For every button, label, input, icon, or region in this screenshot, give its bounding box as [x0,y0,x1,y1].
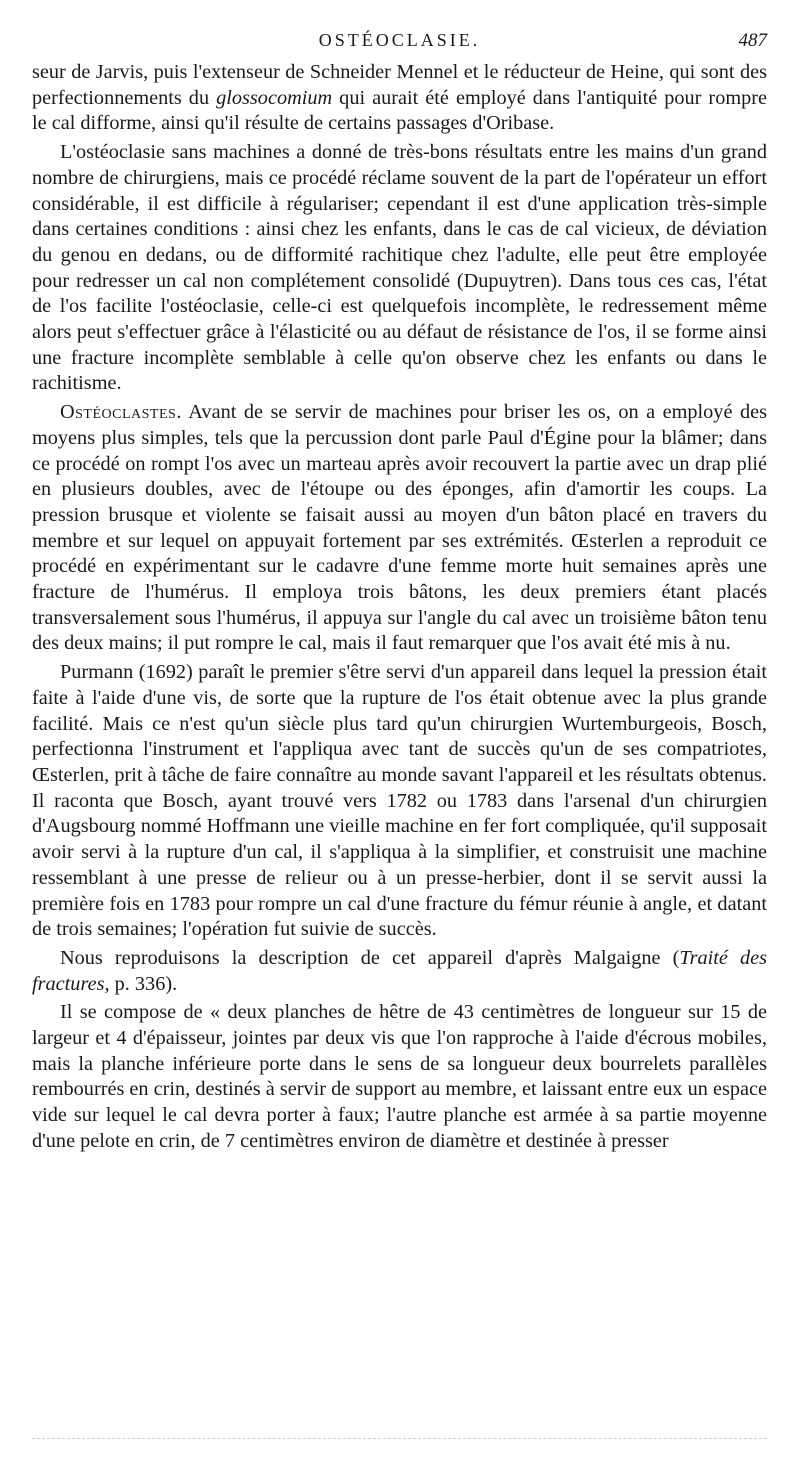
text-segment: seur de Jarvis, puis l'extenseur de Schneider Mennel et le réducteur de Heine, qui sont des perfectionnements du [32,61,767,109]
citation-title: Traité des fractures [32,946,768,995]
page-header-title: OSTÉOCLASIE. [318,30,481,50]
text-segment: L'ostéoclasie sans machines a donné de très-bons résultats entre les mains d'un grand nombre de chirurgiens, mais ce procédé réclame souvent de la part de l'opérateur un effort considérable, il est difficile à régulariser; cependant il est d'une application très-simple dans certaines conditions : ainsi chez les enfants, dans le cas de cal vicieux, de déviation du genou en dedans, ou de difformité rachitique chez l'adulte, elle peut être employée pour redresser un cal non complétement consolidé (Dupuytren). Dans tous ces cas, l'état de l'os facilite l'ostéoclasie, celle-ci est quelquefois incomplète, le redressement même alors peut s'effectuer grâce à l'élasticité ou au défaut de résistance de l'os, il se forme ainsi une fracture incomplète semblable à celle qu'on observe chez les enfants ou dans le rachitisme. [32,141,767,395]
paragraph-2 [32,140,767,397]
footer-divider [32,1438,767,1439]
text-segment: , p. 336). [104,972,178,995]
body-text [32,60,767,1158]
paragraph-4 [32,660,767,943]
paragraph-1 [32,60,767,137]
text-segment: Avant de se servir de machines pour briser les os, on a employé des moyens plus simples, tels que la percussion dont parle Paul d'Égine pour la blâmer; dans ce procédé on rompt l'os avec un marteau après avoir recouvert la partie avec un drap plié en plusieurs doubles, avec de l'étoupe ou des éponges, afin d'amortir les coups. La pression brusque et violente se faisait aussi au moyen d'un bâton placé en travers du membre et sur lequel on appuyait fortement par ses extrémités. Œsterlen a reproduit ce procédé en expérimentant sur le cadavre d'une femme morte huit semaines après une fracture de l'humérus. Il employa trois bâtons, les deux premiers étant placés transversalement sous l'humérus, il appuya sur l'angle du cal avec un troisième bâton tenu des deux mains; il put rompre le cal, mais il faut remarquer que l'os avait été mis à nu. [32,401,767,655]
paragraph-6 [32,1000,767,1154]
text-segment: Nous reproduisons la description de cet appareil d'après Malgaigne ( [60,946,680,969]
paragraph-3 [32,400,767,657]
italic-term-glossocomium: glossocomium [216,86,333,109]
text-segment: qui aurait été employé dans l'antiquité pour rompre le cal difforme, ainsi qu'il résulte de certains passages d'Oribase. [32,86,768,135]
page-number: 487 [738,30,767,51]
running-head [32,30,767,56]
text-segment: Purmann (1692) paraît le premier s'être servi d'un appareil dans lequel la pression était faite à l'aide d'une vis, de sorte que la rupture de l'os était obtenue avec la plus grande facilité. Mais ce n'est qu'un siècle plus tard qu'un chirurgien Wurtemburgeois, Bosch, perfectionna l'instrument et l'appliqua avec tant de succès qu'un de ses compatriotes, Œsterlen, prit à tâche de faire connaître au monde savant l'appareil et les résultats obtenus. Il raconta que Bosch, ayant trouvé vers 1782 ou 1783 dans l'arsenal d'un chirurgien d'Augsbourg nommé Hoffmann une vieille machine en fer fort compliquée, qu'il supposait avoir servi à la rupture d'un cal, il s'appliqua à la simplifier, et construisit une machine ressemblant à une presse de relieur ou à un presse-herbier, dont il se servit aussi la première fois en 1783 pour rompre un cal d'une fracture du fémur réunie à angle, et datant de trois semaines; l'opération fut suivie de succès. [32,661,767,941]
text-segment: Il se compose de « deux planches de hêtre de 43 centimètres de longueur sur 15 de largeur et 4 d'épaisseur, jointes par deux vis que l'on rapproche à l'aide d'écrous mobiles, mais la planche inférieure porte dans le sens de sa longueur deux bourrelets parallèles rembourrés en crin, destinés à servir de support au membre, et laissant entre eux un espace vide sur lequel le cal devra porter à faux; l'autre planche est armée à sa partie moyenne d'une pelote en crin, de 7 centimètres environ de diamètre et destinée à presser [32,1001,767,1152]
paragraph-5 [32,946,767,997]
section-heading-osteoclastes: Ostéoclastes. [60,401,182,424]
